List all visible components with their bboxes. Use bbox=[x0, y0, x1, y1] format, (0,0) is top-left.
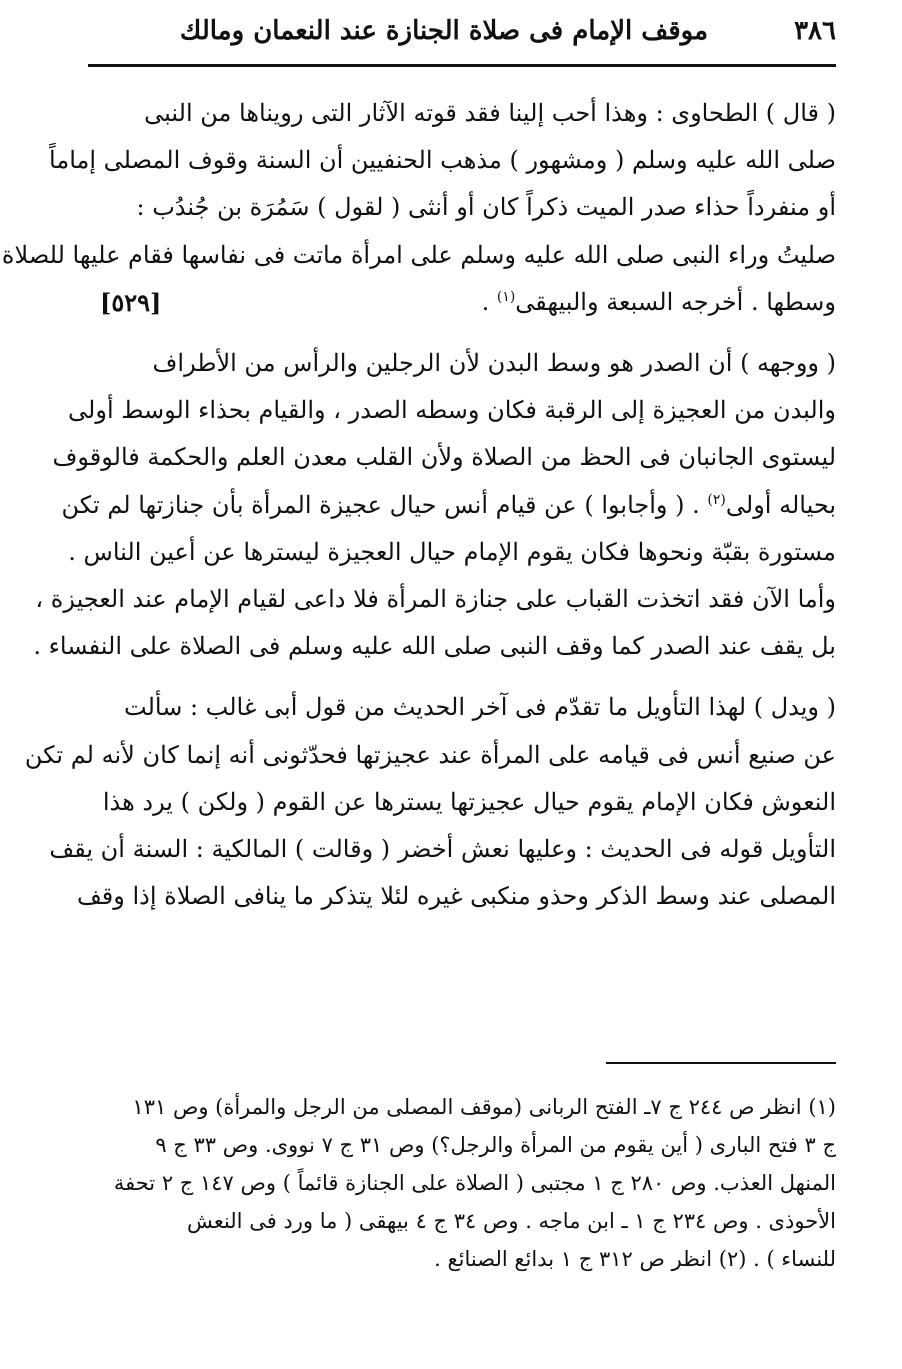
text-line: عن صنيع أنس فى قيامه على المرأة عند عجيزتها فحدّثونى أنه إنما كان لأنه لم تكن bbox=[24, 740, 836, 769]
hadith-reference-number: [٥٢٩] bbox=[100, 287, 162, 317]
header-rule bbox=[88, 64, 836, 67]
footnote-line: الأحوذى . وص ٢٣٤ ج ١ ـ ابن ماجه . وص ٣٤ ج ٤ بيهقى ( ما ورد فى النعش bbox=[187, 1209, 836, 1233]
text-line: المصلى عند وسط الذكر وحذو منكبى غيره لئلا يتذكر ما ينافى الصلاة إذا وقف bbox=[76, 882, 836, 911]
text-segment: بحياله أولى bbox=[725, 490, 836, 519]
footnote-line: للنساء ) . (٢) انظر ص ٣١٢ ج ١ بدائع الصنائع . bbox=[434, 1247, 836, 1271]
text-line: ( ويدل ) لهذا التأويل ما تقدّم فى آخر الحديث من قول أبى غالب : سألت bbox=[124, 693, 836, 722]
footnote-marker: (١) bbox=[496, 288, 516, 305]
footnote-line: (١) انظر ص ٢٤٤ ج ٧ـ الفتح الربانى (موقف المصلى من الرجل والمرأة) وص ١٣١ bbox=[132, 1095, 836, 1119]
footnote-marker: (٢) bbox=[707, 491, 726, 508]
text-line: ( قال ) الطحاوى : وهذا أحب إلينا فقد قوته الآثار التى رويناها من النبى bbox=[144, 99, 836, 127]
text-line bbox=[61, 482, 836, 529]
text-line: ليستوى الجانبان فى الحظ من الصلاة ولأن القلب معدن العلم والحكمة فالوقوف bbox=[52, 443, 836, 472]
main-text bbox=[1, 90, 836, 920]
text-line: صليتُ وراء النبى صلى الله عليه وسلم على امرأة ماتت فى نفاسها فقام عليها للصلاة bbox=[1, 240, 836, 269]
footnote-rule bbox=[606, 1062, 836, 1064]
footnote-line: ج ٣ فتح البارى ( أين يقوم من المرأة والرجل؟) وص ٣١ ج ٧ نووى. وص ٣٣ ج ٩ bbox=[155, 1133, 836, 1157]
footnotes bbox=[92, 1088, 836, 1278]
footnote-line: المنهل العذب. وص ٢٨٠ ج ١ مجتبى ( الصلاة على الجنازة قائماً ) وص ١٤٧ ج ٢ تحفة bbox=[113, 1171, 836, 1195]
running-title: موقف الإمام فى صلاة الجنازة عند النعمان ومالك bbox=[179, 16, 708, 46]
page-header bbox=[88, 14, 836, 54]
text-segment: وسطها . أخرجه السبعة والبيهقى bbox=[515, 287, 836, 316]
text-line: ( ووجهه ) أن الصدر هو وسط البدن لأن الرجلين والرأس من الأطراف bbox=[152, 349, 836, 378]
text-line: مستورة بقبّة ونحوها فكان يقوم الإمام حيال العجيزة ليسترها عن أعين الناس . bbox=[68, 537, 836, 566]
paragraph-yadullu bbox=[24, 684, 836, 920]
paragraph-wajhuhu bbox=[33, 340, 836, 670]
text-line: وسطها . أخرجه السبعة والبيهقى$^{(١)}$ . [٥٢٩] bbox=[100, 279, 836, 326]
paragraph-tahawi bbox=[1, 90, 836, 326]
text-line: صلى الله عليه وسلم ( ومشهور ) مذهب الحنفيين أن السنة وقوف المصلى إماماً bbox=[49, 146, 836, 175]
text-line: بل يقف عند الصدر كما وقف النبى صلى الله عليه وسلم فى الصلاة على النفساء . bbox=[33, 632, 836, 661]
text-line: التأويل قوله فى الحديث : وعليها نعش أخضر ( وقالت ) المالكية : السنة أن يقف bbox=[49, 835, 836, 864]
text-line: أو منفرداً حذاء صدر الميت ذكراً كان أو أنثى ( لقول ) سَمُرَة بن جُندُب : bbox=[136, 193, 836, 222]
text-line: والبدن من العجيزة إلى الرقبة فكان وسطه الصدر ، والقيام بحذاء الوسط أولى bbox=[68, 396, 836, 425]
page-number: ٣٨٦ bbox=[794, 16, 836, 46]
text-line: النعوش فكان الإمام يقوم حيال عجيزتها يسترها عن القوم ( ولكن ) يرد هذا bbox=[102, 787, 836, 816]
text-line: وأما الآن فقد اتخذت القباب على جنازة المرأة فلا داعى لقيام الإمام عند العجيزة ، bbox=[35, 585, 836, 614]
text-segment: . ( وأجابوا ) عن قيام أنس حيال عجيزة المرأة بأن جنازتها لم تكن bbox=[61, 490, 700, 519]
